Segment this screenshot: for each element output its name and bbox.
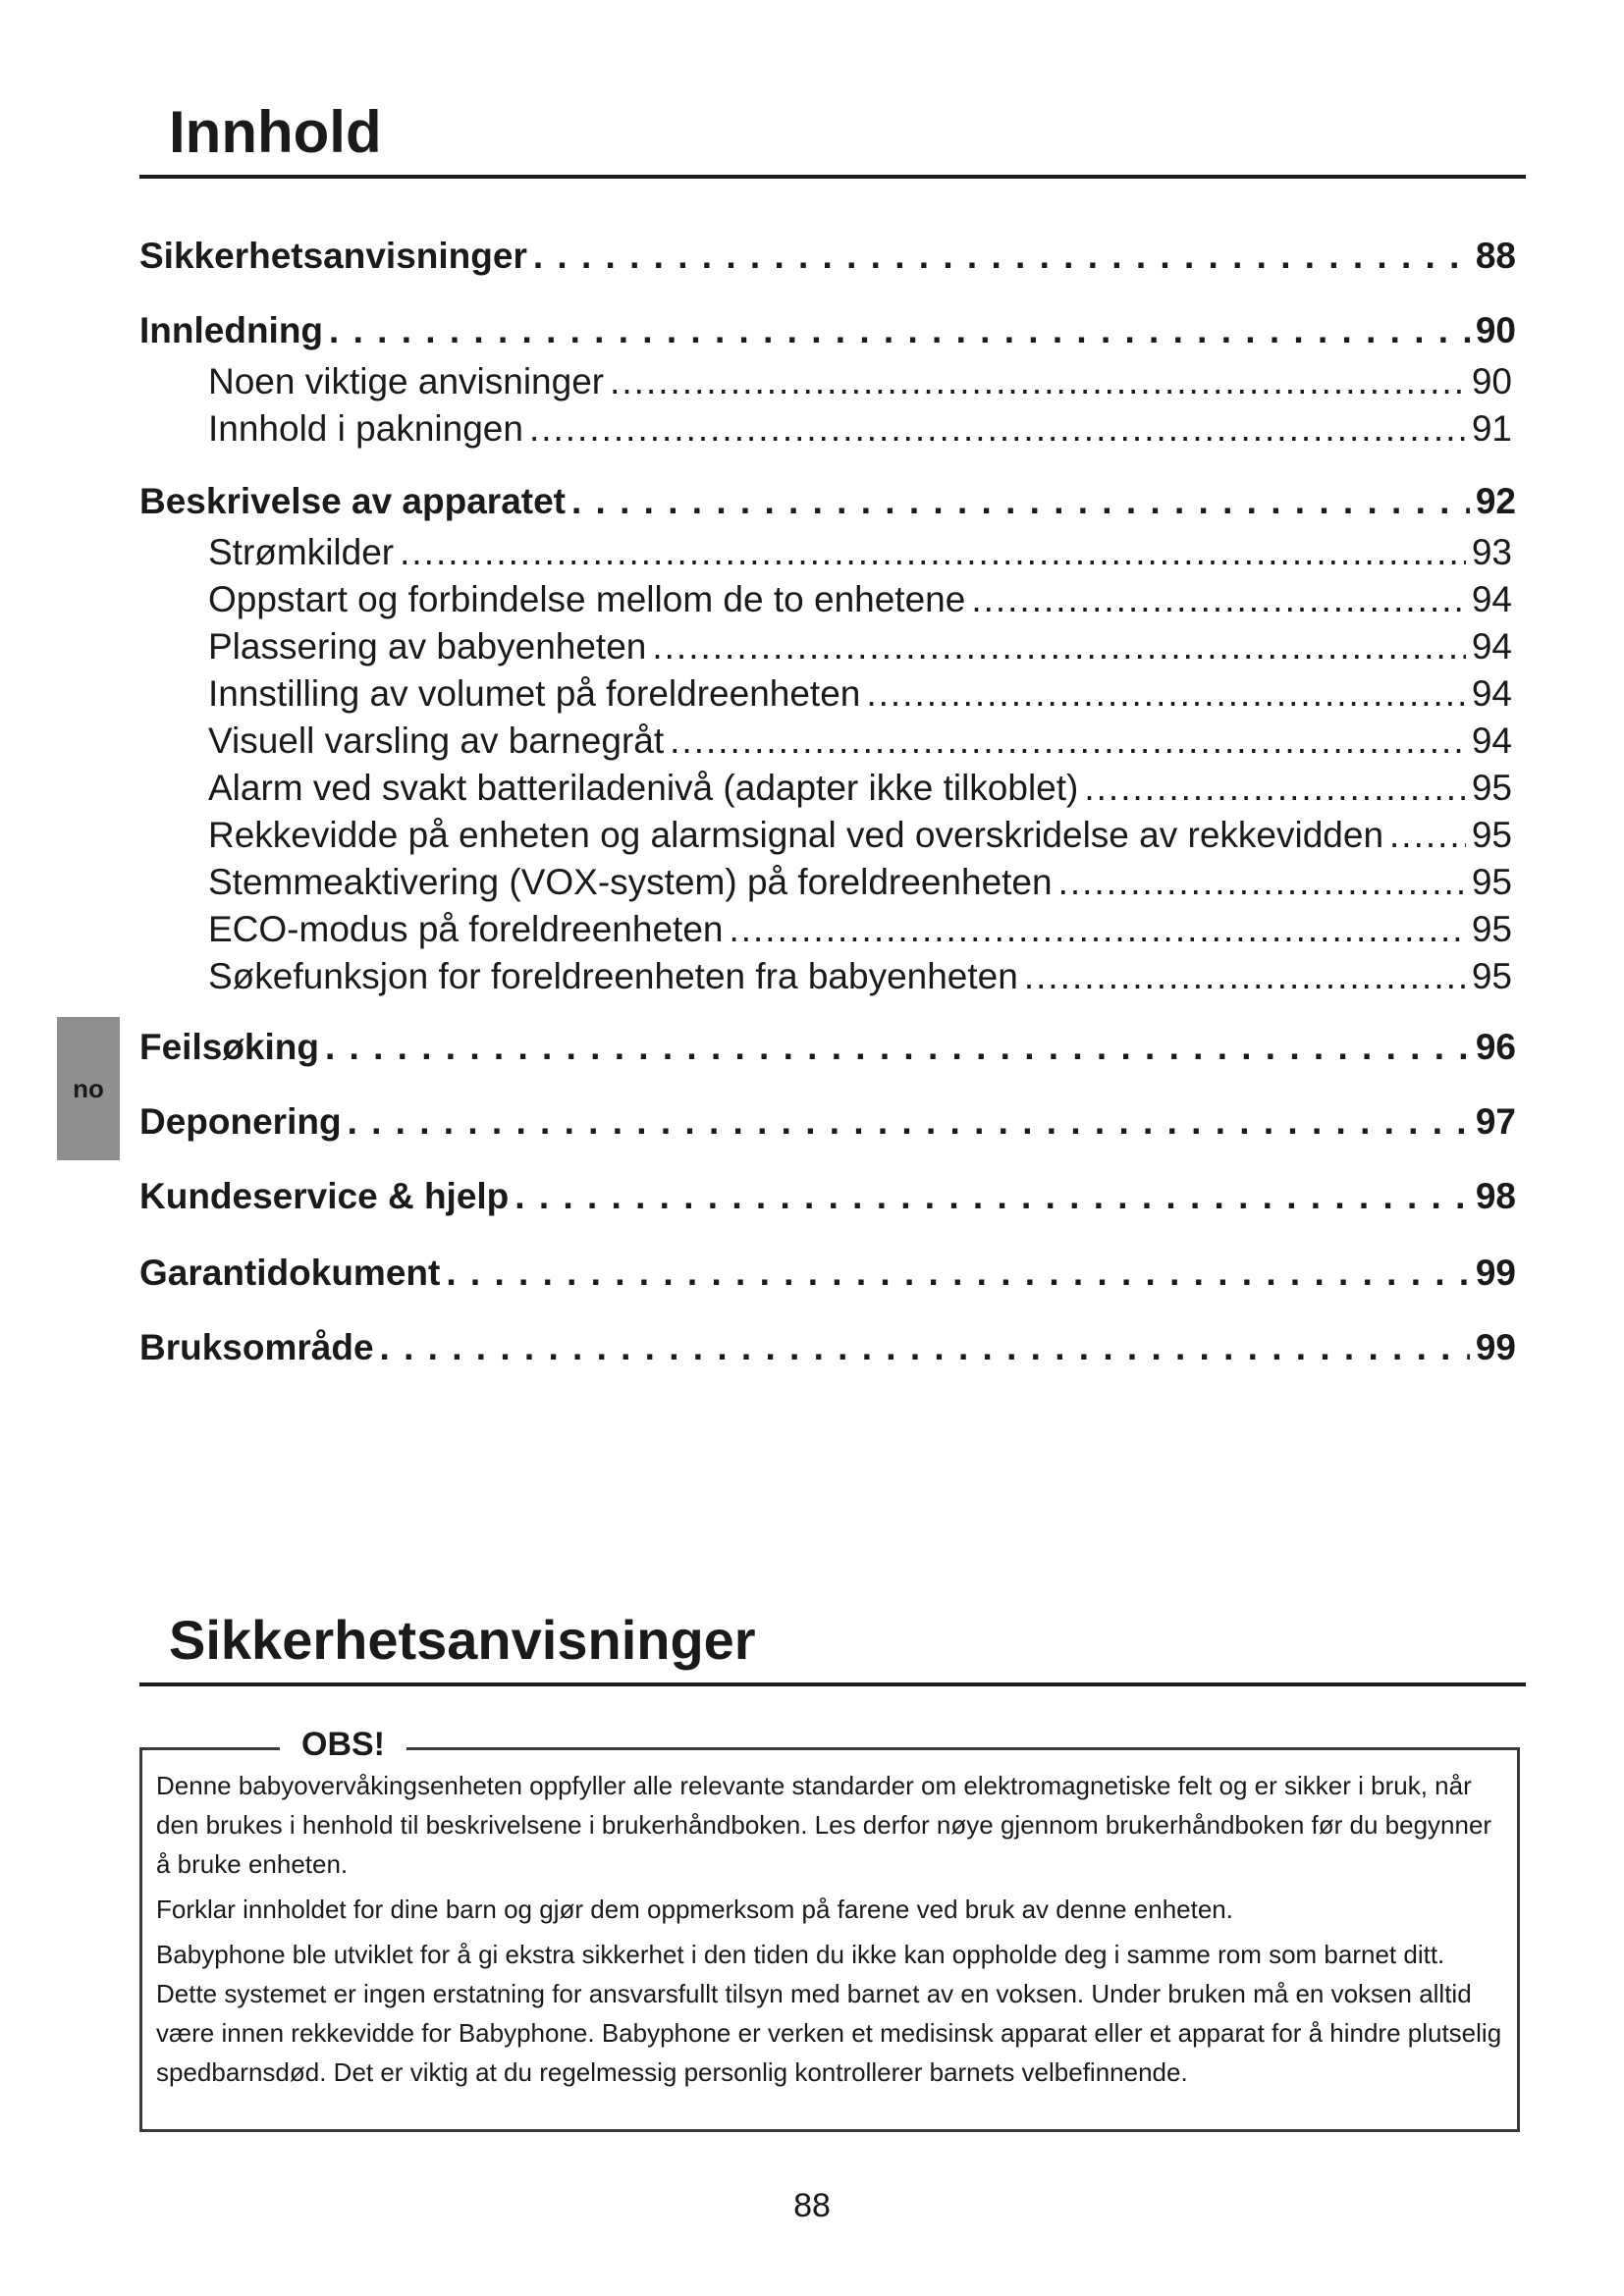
toc-subentry[interactable] bbox=[139, 768, 1526, 815]
toc-subentry-page: 95 bbox=[1471, 909, 1512, 949]
toc-subentry[interactable] bbox=[139, 532, 1526, 579]
toc-subentry-title: Plassering av babyenheten bbox=[208, 626, 647, 667]
toc-leader-dots bbox=[866, 673, 1465, 715]
toc-leader-dots bbox=[729, 909, 1465, 950]
toc-subentry-title: Oppstart og forbindelse mellom de to enhetene bbox=[208, 579, 966, 619]
toc-entry-title: Deponering bbox=[139, 1101, 342, 1142]
toc-leader-dots bbox=[1389, 815, 1466, 856]
toc-leader-dots bbox=[652, 626, 1465, 667]
toc-entry-sikkerhetsanvisninger[interactable] bbox=[139, 236, 1526, 287]
section-divider bbox=[139, 1682, 1526, 1686]
toc-subentry-page: 90 bbox=[1471, 361, 1512, 401]
toc-leader-dots bbox=[1024, 956, 1466, 997]
toc-leader-dots bbox=[348, 1101, 1470, 1143]
toc-entry-title: Feilsøking bbox=[139, 1027, 319, 1067]
toc-entry-title: Sikkerhetsanvisninger bbox=[139, 236, 527, 276]
toc-leader-dots bbox=[529, 408, 1466, 450]
toc-subentry-title: Innstilling av volumet på foreldreenheten bbox=[208, 673, 861, 714]
notice-box bbox=[139, 1726, 1520, 2132]
toc-entry-page: 88 bbox=[1475, 236, 1516, 276]
toc-entry-page: 99 bbox=[1475, 1253, 1516, 1293]
page-number: 88 bbox=[793, 2187, 831, 2224]
toc-subentry[interactable] bbox=[139, 673, 1526, 721]
toc-subentry-page: 95 bbox=[1471, 862, 1512, 902]
toc-leader-dots bbox=[571, 481, 1470, 522]
title-divider bbox=[139, 175, 1526, 179]
toc-leader-dots bbox=[329, 310, 1470, 351]
toc-entry-title: Kundeservice & hjelp bbox=[139, 1176, 510, 1216]
toc-subentry[interactable] bbox=[139, 862, 1526, 909]
notice-paragraph: Denne babyovervåkingsenheten oppfyller alle relevante standarder om elektromagnetiske felt og er sikker i bruk, når den brukes i henhold til beskrivelsene i brukerhåndboken. Les derfor nøye gjennom brukerhåndboken før du begynner å bruke enheten. bbox=[156, 1771, 1492, 1879]
toc-entry-bruksomrade[interactable] bbox=[139, 1327, 1526, 1378]
toc-subentry[interactable] bbox=[139, 408, 1526, 455]
toc-entry-page: 97 bbox=[1475, 1101, 1516, 1142]
toc-entry-garantidokument[interactable] bbox=[139, 1253, 1526, 1304]
toc-entry-feilsoking[interactable] bbox=[139, 1027, 1526, 1078]
toc-subentry-page: 94 bbox=[1471, 579, 1512, 619]
toc-entry-kundeservice[interactable] bbox=[139, 1176, 1526, 1227]
toc-subentry-page: 95 bbox=[1471, 815, 1512, 855]
page-title: Innhold bbox=[169, 99, 382, 165]
toc-leader-dots bbox=[610, 361, 1466, 402]
notice-label: OBS! bbox=[280, 1725, 406, 1764]
toc-subentry[interactable] bbox=[139, 956, 1526, 1003]
safety-section-title: Sikkerhetsanvisninger bbox=[169, 1609, 756, 1671]
toc-subentry-title: ECO-modus på foreldreenheten bbox=[208, 909, 724, 949]
toc-subentry[interactable] bbox=[139, 579, 1526, 626]
toc-subentry[interactable] bbox=[139, 909, 1526, 956]
toc-leader-dots bbox=[533, 236, 1470, 277]
toc-leader-dots bbox=[971, 579, 1466, 620]
toc-subentry[interactable] bbox=[139, 626, 1526, 673]
toc-subentry-page: 94 bbox=[1471, 626, 1512, 667]
toc-subentry-title: Strømkilder bbox=[208, 532, 395, 572]
toc-entry-title: Garantidokument bbox=[139, 1253, 441, 1293]
toc-entry-page: 92 bbox=[1475, 481, 1516, 521]
toc-entry-title: Bruksområde bbox=[139, 1327, 374, 1367]
toc-entry-page: 90 bbox=[1475, 310, 1516, 350]
toc-entry-beskrivelse-av-apparatet[interactable] bbox=[139, 481, 1526, 532]
toc-subentry-title: Visuell varsling av barnegråt bbox=[208, 721, 665, 761]
toc-leader-dots bbox=[325, 1027, 1470, 1068]
toc-entry-innledning[interactable] bbox=[139, 310, 1526, 361]
toc-entry-page: 96 bbox=[1475, 1027, 1516, 1067]
toc-leader-dots bbox=[1084, 768, 1465, 809]
toc-subentry-page: 94 bbox=[1471, 721, 1512, 761]
toc-subentry-title: Stemmeaktivering (VOX-system) på foreldreenheten bbox=[208, 862, 1053, 902]
notice-paragraph: Forklar innholdet for dine barn og gjør dem oppmerksom på farene ved bruk av denne enheten. bbox=[156, 1895, 1233, 1924]
toc-subentry-title: Søkefunksjon for foreldreenheten fra babyenheten bbox=[208, 956, 1018, 996]
toc-entry-title: Beskrivelse av apparatet bbox=[139, 481, 566, 521]
language-tab: no bbox=[57, 1017, 120, 1160]
toc-subentry[interactable] bbox=[139, 721, 1526, 768]
toc-subentry[interactable] bbox=[139, 815, 1526, 862]
toc-leader-dots bbox=[514, 1176, 1470, 1217]
toc-subentry-page: 91 bbox=[1471, 408, 1512, 449]
toc-subentry-page: 95 bbox=[1471, 956, 1512, 996]
toc-subentry-title: Rekkevidde på enheten og alarmsignal ved overskridelse av rekkevidden bbox=[208, 815, 1384, 855]
toc-leader-dots bbox=[400, 532, 1466, 573]
toc-entry-page: 98 bbox=[1475, 1176, 1516, 1216]
toc-leader-dots bbox=[1058, 862, 1466, 903]
notice-paragraph: Babyphone ble utviklet for å gi ekstra sikkerhet i den tiden du ikke kan oppholde deg i samme rom som barnet ditt. Dette systemet er ingen erstatning for ansvarsfullt tilsyn med barnet av en voksen. Under bruken må en voksen alltid være innen rekkevidde for Babyphone. Babyphone er verken et medisinsk apparat eller et apparat for å hindre plutselig spedbarnsdød. Det er viktig at du regelmessig personlig kontrollerer barnets velbefinnende. bbox=[156, 1940, 1502, 2087]
toc-subentry-page: 93 bbox=[1471, 532, 1512, 572]
toc-entry-page: 99 bbox=[1475, 1327, 1516, 1367]
toc-subentry-page: 95 bbox=[1471, 768, 1512, 808]
toc-subentry-title: Innhold i pakningen bbox=[208, 408, 523, 449]
toc-entry-title: Innledning bbox=[139, 310, 324, 350]
toc-leader-dots bbox=[380, 1327, 1470, 1368]
toc-entry-deponering[interactable] bbox=[139, 1101, 1526, 1152]
table-of-contents bbox=[139, 236, 1526, 1378]
toc-leader-dots bbox=[670, 721, 1466, 762]
toc-subentry-page: 94 bbox=[1471, 673, 1512, 714]
toc-subentry-title: Alarm ved svakt batteriladenivå (adapter ikke tilkoblet) bbox=[208, 768, 1079, 808]
toc-subentry-title: Noen viktige anvisninger bbox=[208, 361, 605, 401]
toc-subentry[interactable] bbox=[139, 361, 1526, 408]
toc-leader-dots bbox=[446, 1253, 1470, 1294]
